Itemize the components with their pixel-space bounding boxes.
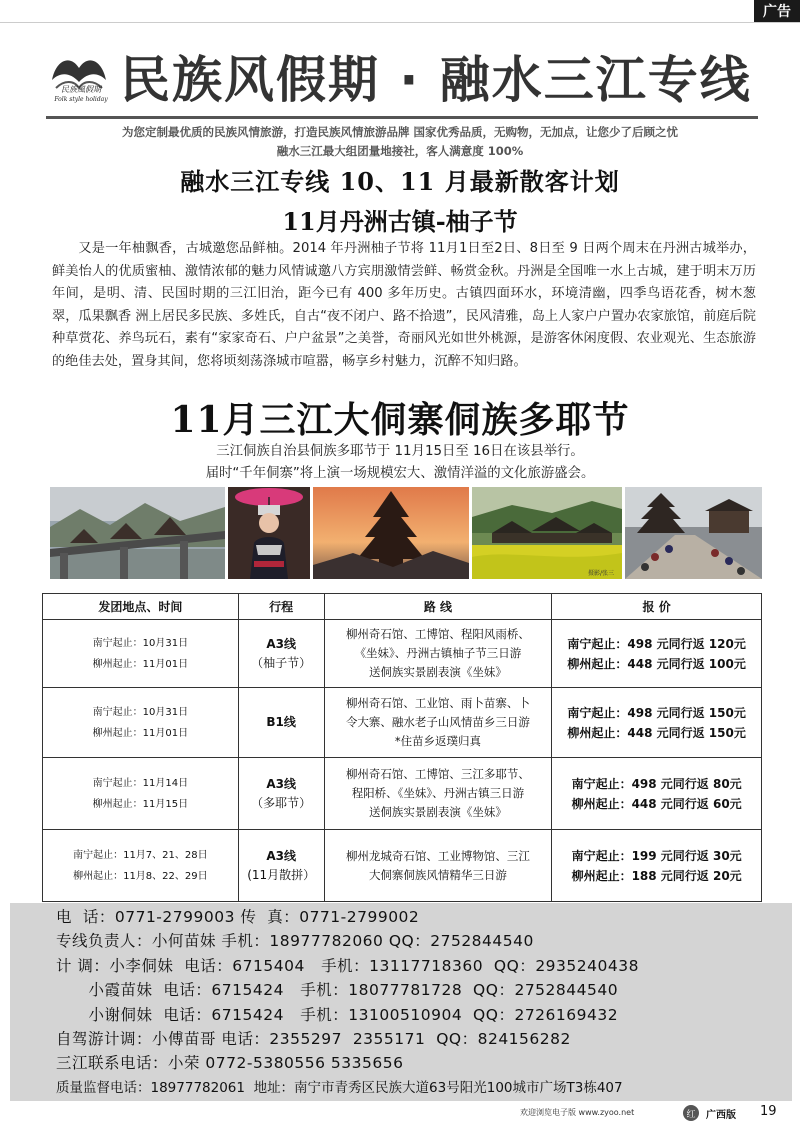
line-code: A3线 (266, 636, 296, 651)
contact-phone-fax: 电 话：0771-2799003 传 真：0771-2799002 (56, 908, 420, 926)
header-itinerary: 行程 (238, 594, 324, 620)
contact-self-drive: 自驾游计调：小傅苗哥 电话：2355297 2355171 QQ：824156282 (56, 1030, 571, 1049)
route-line: 柳州奇石馆、工业馆、雨卜苗寨、卜 (345, 696, 530, 710)
line-note: (11月散拼） (247, 867, 316, 882)
route-line: *住苗乡返璞归真 (394, 734, 482, 748)
itinerary-cell (238, 830, 324, 902)
price-nanning: 南宁起止：498 元同行返 120元 (567, 636, 746, 651)
route-line: 大侗寨侗族风情精华三日游 (368, 867, 507, 882)
photo-wind-rain-bridge (50, 487, 225, 579)
itinerary-cell (238, 620, 324, 688)
table-row (43, 688, 762, 758)
photo-drum-tower-sunset (313, 487, 469, 579)
intro-paragraph: 又是一年柚飘香，古城邀您品鲜柚。2014 年丹洲柚子节将 11月1日至2日、8日至 9 日两个周末在丹洲古城举办，鲜美怡人的优质蜜柚、激情浓郁的魅力风情诚邀八方宾朋激情尝鲜、畅赏金秋。丹洲是全国唯一水上古城，建于明末万历年间，是明、清、民国时期的三江旧治，距今已有 400 多年历史。古镇四面环水，环境清幽，四季鸟语花香，树木葱翠，瓜果飘香 洲上居民多民族、多姓氏，自古“夜不闭户、路不拾遗”，民风清雅，岛上人家户户置办农家旅馆，前庭后院种草赏花、养鸟玩石，素有“家家奇石、户户盆景”之美誉，奇丽风光如世外桃源，是游客休闲度假、农业观光、生态旅游的绝佳去处，置身其间，您将顷刻荡涤城市喧嚣，畅享乡村魅力，沉醉不知归路。 (52, 241, 756, 369)
route-cell (324, 758, 552, 830)
departure-cell (43, 688, 239, 758)
footer-welcome: 欢迎浏览电子版 www.zyoo.net (520, 1108, 635, 1117)
festival-text-1: 三江侗族自治县侗族多耶节于 11月15日至 16日在该县举行。 (216, 444, 584, 459)
price-liuzhou: 柳州起止：448 元同行返 100元 (567, 656, 746, 671)
route-line: 柳州龙城奇石馆、工业博物馆、三江 (345, 848, 530, 863)
departure-cell (43, 830, 239, 902)
header-departure: 发团地点、时间 (43, 594, 239, 620)
itinerary-cell (238, 758, 324, 830)
pomelo-festival-title: 11月丹洲古镇-柚子节 (282, 207, 518, 236)
advertisement-tag: 广告 (754, 0, 800, 22)
departure-cell (43, 758, 239, 830)
contact-planner-2: 小霞苗妹 电话：6715424 手机：18077781728 QQ：2752844540 (56, 981, 619, 1000)
departure-nanning: 南宁起止：11月14日 (92, 777, 189, 789)
route-line: 令大寨、融水老子山风情苗乡三日游 (345, 715, 530, 729)
header-rule (46, 116, 758, 119)
tour-schedule-table (42, 593, 762, 902)
photo-long-table-feast (625, 487, 762, 579)
page-number: 19 (760, 1104, 777, 1119)
departure-liuzhou: 柳州起止：11月8、22、29日 (73, 870, 208, 882)
price-nanning: 南宁起止：498 元同行返 150元 (567, 705, 746, 720)
price-cell (552, 620, 762, 688)
route-cell (324, 620, 552, 688)
route-line: 送侗族实景剧表演《坐妹》 (368, 665, 507, 679)
departure-cell (43, 620, 239, 688)
logo-english-text: Folk style holiday (54, 96, 108, 103)
contact-planner-3: 小谢侗妹 电话：6715424 手机：13100510904 QQ：2726169432 (56, 1005, 619, 1024)
table-row (43, 758, 762, 830)
slogan-line-1: 为您定制最优质的民族风情旅游，打造民族风情旅游品牌 国家优秀品质，无购物，无加点，让您少了后顾之忧 (122, 125, 678, 139)
line-code: A3线 (266, 776, 296, 791)
price-cell (552, 688, 762, 758)
plan-title: 融水三江专线 10、11 月最新散客计划 (180, 167, 620, 196)
departure-nanning: 南宁起止：10月31日 (92, 637, 189, 649)
departure-liuzhou: 柳州起止：11月15日 (92, 798, 189, 810)
table-header-row (43, 594, 762, 620)
contact-sanjiang: 三江联系电话：小荣 0772-5380556 5335656 (56, 1054, 404, 1073)
line-code: B1线 (266, 715, 296, 729)
brand-title: 民族风假期 · 融水三江专线 (120, 51, 752, 109)
route-cell (324, 830, 552, 902)
route-cell (324, 688, 552, 758)
route-line: 柳州奇石馆、工博馆、三江多耶节、 (345, 767, 530, 781)
contact-planner-1: 计 调：小李侗妹 电话：6715404 手机：13117718360 QQ：2935240438 (56, 956, 639, 975)
price-liuzhou: 柳州起止：448 元同行返 60元 (571, 796, 742, 811)
header (46, 36, 758, 116)
photo-miao-girl (228, 487, 310, 579)
footer-badge-icon: 红 (683, 1105, 699, 1121)
price-liuzhou: 柳州起止：448 元同行返 150元 (567, 725, 746, 740)
price-liuzhou: 柳州起止：188 元同行返 20元 (571, 868, 742, 883)
header-price: 报 价 (552, 594, 762, 620)
table-row (43, 620, 762, 688)
footer-edition: 广西版 (706, 1110, 736, 1121)
photo-canola-village (472, 487, 622, 579)
departure-nanning: 南宁起止：11月7、21、28日 (73, 849, 208, 861)
departure-nanning: 南宁起止：10月31日 (92, 706, 189, 718)
contact-manager: 专线负责人：小何苗妹 手机：18977782060 QQ：2752844540 (56, 932, 534, 951)
route-line: 《坐妹》、丹洲古镇柚子节三日游 (354, 646, 522, 660)
top-divider (0, 22, 800, 23)
price-nanning: 南宁起止：199 元同行返 30元 (571, 848, 742, 863)
route-line: 柳州奇石馆、工博馆、程阳风雨桥、 (345, 627, 530, 641)
line-code: A3线 (266, 848, 296, 863)
logo-chinese-text: 民族風假期 (61, 85, 101, 94)
photo-watermark: 摄影/张三 (588, 570, 615, 577)
price-cell (552, 758, 762, 830)
photo-strip (50, 487, 762, 579)
departure-liuzhou: 柳州起止：11月01日 (92, 727, 189, 739)
table-row (43, 830, 762, 902)
departure-liuzhou: 柳州起止：11月01日 (92, 658, 189, 670)
price-cell (552, 830, 762, 902)
contact-quality-address: 质量监督电话：18977782061 地址：南宁市青秀区民族大道63号阳光100城市广场T3栋407 (56, 1079, 623, 1096)
route-line: 程阳桥、《坐妹》、丹洲古镇三日游 (351, 786, 525, 800)
page-footer (0, 1102, 800, 1124)
slogan-line-2: 融水三江最大组团量地接社，客人满意度 100% (276, 144, 524, 158)
price-nanning: 南宁起止：498 元同行返 80元 (571, 776, 742, 791)
line-note: （柚子节） (251, 655, 312, 670)
slogan (20, 123, 780, 161)
line-note: （多耶节） (251, 795, 312, 810)
contact-panel (10, 903, 792, 1101)
header-route: 路 线 (324, 594, 552, 620)
duoye-festival-title: 11月三江大侗寨侗族多耶节 (170, 399, 630, 441)
festival-text-2: 届时“千年侗寨”将上演一场规模宏大、激情洋溢的文化旅游盛会。 (205, 466, 595, 481)
itinerary-cell (238, 688, 324, 758)
route-line: 送侗族实景剧表演《坐妹》 (368, 805, 507, 819)
